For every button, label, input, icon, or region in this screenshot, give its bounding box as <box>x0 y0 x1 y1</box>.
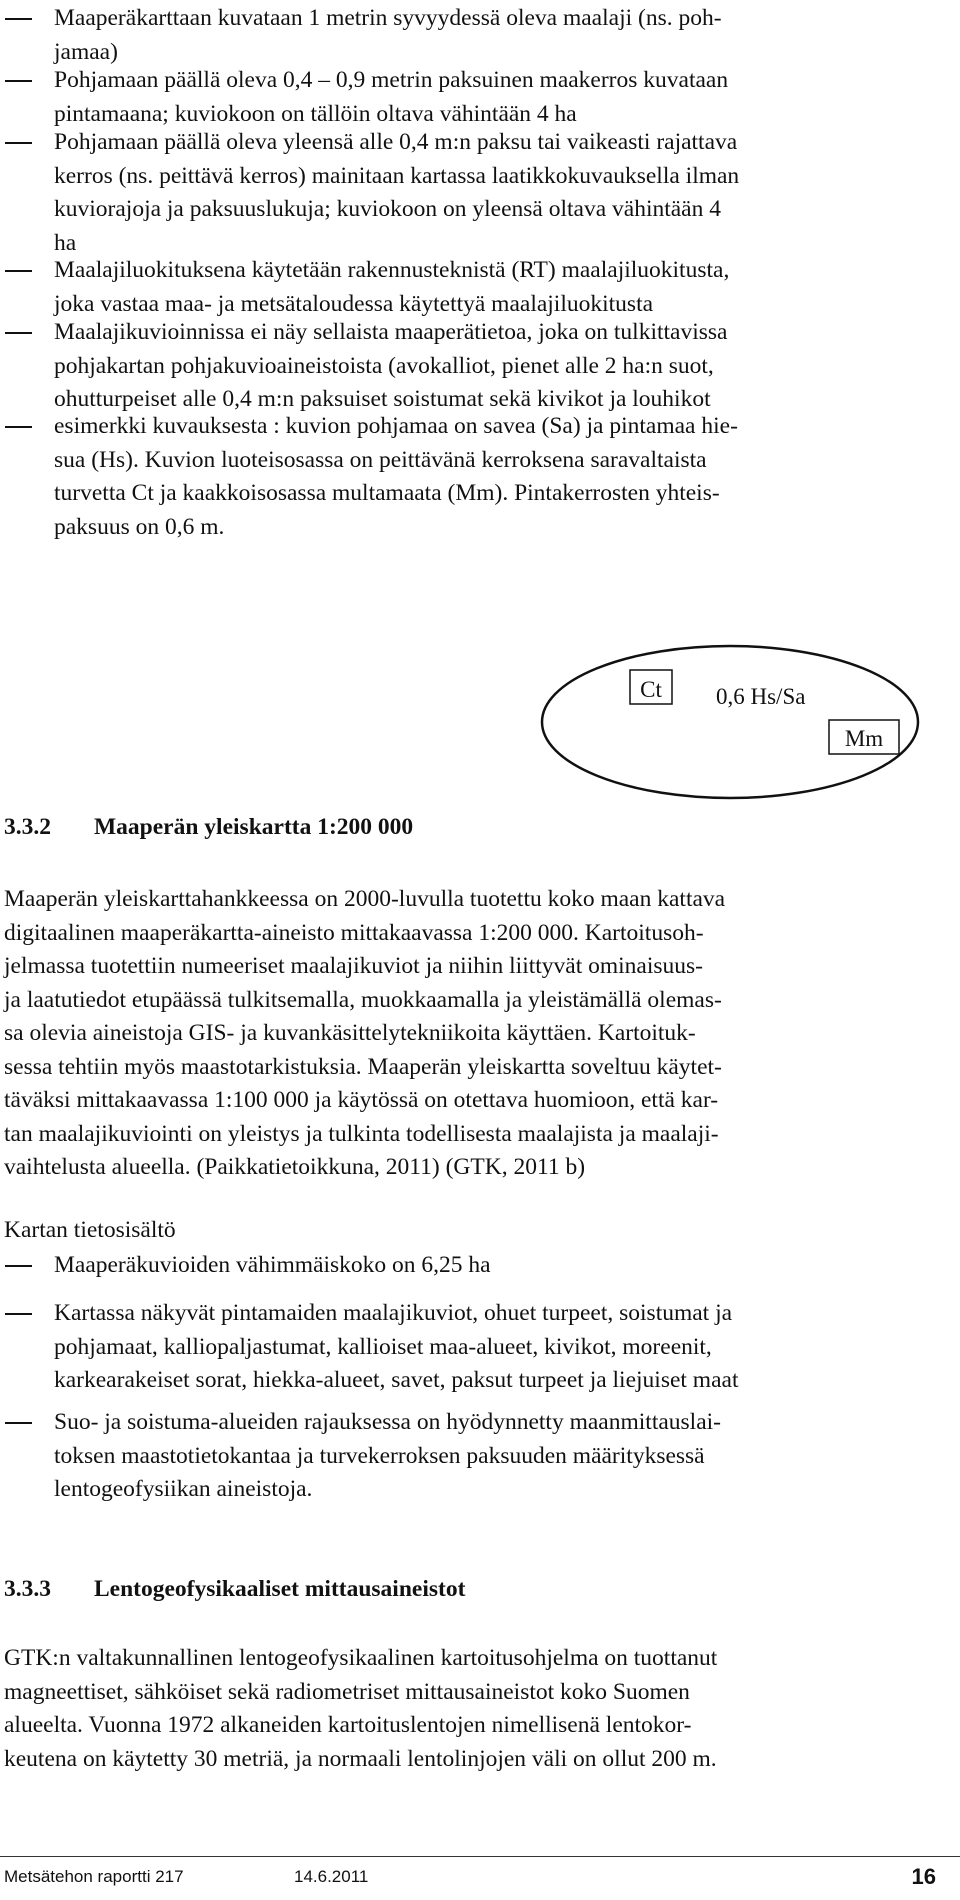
text-line: pohjakartan pohjakuvioaineistoista (avokalliot, pienet alle 2 ha:n suot, <box>54 352 714 379</box>
list-item-text <box>54 254 936 321</box>
text-line: Maaperäkuvioiden vähimmäiskoko on 6,25 ha <box>54 1252 491 1278</box>
dash-bullet <box>5 18 32 20</box>
text-line: paksuus on 0,6 m. <box>54 513 225 540</box>
text-line: keutena on käytetty 30 metriä, ja normaali lentolinjojen väli on ollut 200 m. <box>4 1745 717 1772</box>
dash-bullet <box>5 270 32 272</box>
text-line: Maaperän yleiskarttahankkeessa on 2000-luvulla tuotettu koko maan kattava <box>4 886 726 912</box>
text-line: kerros (ns. peittävä kerros) mainitaan kartassa laatikkokuvauksella ilman <box>54 162 740 189</box>
list-item-text <box>54 64 936 131</box>
text-line: jamaa) <box>54 38 118 65</box>
text-line: Maaperäkarttaan kuvataan 1 metrin syvyydessä oleva maalaji (ns. poh- <box>54 5 722 31</box>
section-heading-3-3-2 <box>4 814 413 841</box>
text-line: karkearakeiset sorat, hiekka-alueet, savet, paksut turpeet ja liejuiset maat <box>54 1367 739 1393</box>
list-item-text <box>54 1249 936 1283</box>
list-item-text <box>54 316 936 417</box>
dash-bullet <box>5 1265 32 1267</box>
list-item-text <box>54 126 936 260</box>
section-title: Maaperän yleiskartta 1:200 000 <box>94 814 414 840</box>
list-item-text <box>54 2 936 69</box>
text-line: sua (Hs). Kuvion luoteisosassa on peittävänä kerroksena saravaltaista <box>54 446 707 473</box>
ct-label: Ct <box>640 677 662 702</box>
section-title: Lentogeofysikaaliset mittausaineistot <box>94 1576 466 1602</box>
page-number: 16 <box>911 1864 936 1889</box>
text-line: magneettiset, sähköiset sekä radiometriset mittausaineistot koko Suomen <box>4 1678 690 1705</box>
section-number: 3.3.3 <box>4 1576 51 1602</box>
section-number: 3.3.2 <box>4 814 51 840</box>
paragraph-airborne-geophysics <box>4 1642 936 1776</box>
text-line: ohutturpeiset alle 0,4 m:n paksuiset soistumat sekä kivikot ja louhikot <box>54 386 711 412</box>
text-line: Maalajiluokituksena käytetään rakennusteknistä (RT) maalajiluokitusta, <box>54 257 730 283</box>
text-line: sa olevia aineistoja GIS- ja kuvankäsittelytekniikoita käyttäen. Kartoituk- <box>4 1020 696 1046</box>
text-line: ja laatutiedot etupäässä tulkitsemalla, muokkaamalla ja yleistämällä olemas- <box>4 986 722 1013</box>
text-line: tan maalajikuviointi on yleistys ja tulkinta todellisesta maalajista ja maalaji- <box>4 1120 719 1147</box>
thickness-soil-label: 0,6 Hs/Sa <box>716 684 806 709</box>
text-line: täväksi mittakaavassa 1:100 000 ja käytössä on otettava huomioon, että kar- <box>4 1087 719 1113</box>
text-line: Kartassa näkyvät pintamaiden maalajikuviot, ohuet turpeet, soistumat ja <box>54 1300 733 1326</box>
footer-publication: Metsätehon raportti 217 <box>4 1867 184 1886</box>
mm-label: Mm <box>844 726 884 751</box>
text-line: Pohjamaan päällä oleva yleensä alle 0,4 m:n paksu tai vaikeasti rajattava <box>54 129 738 155</box>
text-line: GTK:n valtakunnallinen lentogeofysikaalinen kartoitusohjelma on tuottanut <box>4 1645 718 1671</box>
list-item-text <box>54 1406 936 1507</box>
subheading-map-content: Kartan tietosisältö <box>4 1217 176 1243</box>
dash-bullet <box>5 426 32 428</box>
dash-bullet <box>5 142 32 144</box>
list-item-text <box>54 410 936 544</box>
text-line: toksen maastotietokantaa ja turvekerroksen paksuuden määrityksessä <box>54 1442 705 1469</box>
text-line: turvetta Ct ja kaakkoisosassa multamaata (Mm). Pintakerrosten yhteis- <box>54 480 720 506</box>
text-line: pohjamaat, kalliopaljastumat, kallioiset maa-alueet, kivikot, moreenit, <box>54 1333 712 1360</box>
text-line: vaihtelusta alueella. (Paikkatietoikkuna, 2011) (GTK, 2011 b) <box>4 1154 586 1180</box>
text-line: lentogeofysiikan aineistoja. <box>54 1476 313 1502</box>
text-line: Maalajikuvioinnissa ei näy sellaista maaperätietoa, joka on tulkittavissa <box>54 319 728 345</box>
dash-bullet <box>5 1313 32 1315</box>
text-line: jelmassa tuotettiin numeeriset maalajikuviot ja niihin liittyvät ominaisuus- <box>4 953 703 979</box>
soil-description-diagram <box>540 640 920 805</box>
text-line: ha <box>54 229 77 256</box>
list-item-text <box>54 1297 936 1398</box>
text-line: esimerkki kuvauksesta : kuvion pohjamaa on savea (Sa) ja pintamaa hie- <box>54 413 738 439</box>
dash-bullet <box>5 1422 32 1424</box>
section-heading-3-3-3 <box>4 1576 465 1603</box>
text-line: alueelta. Vuonna 1972 alkaneiden kartoituslentojen nimellisenä lentokor- <box>4 1712 692 1738</box>
page-footer <box>4 1864 940 1890</box>
paragraph-general-map <box>4 883 936 1185</box>
text-line: digitaalinen maaperäkartta-aineisto mittakaavassa 1:200 000. Kartoitusoh- <box>4 919 704 946</box>
text-line: pintamaana; kuviokoon on tällöin oltava vähintään 4 ha <box>54 100 577 127</box>
text-line: joka vastaa maa- ja metsätaloudessa käytettyä maalajiluokitusta <box>54 290 654 317</box>
text-line: Pohjamaan päällä oleva 0,4 – 0,9 metrin paksuinen maakerros kuvataan <box>54 67 729 93</box>
footer-date: 14.6.2011 <box>294 1867 369 1886</box>
text-line: sessa tehtiin myös maastotarkistuksia. Maaperän yleiskartta soveltuu käytet- <box>4 1053 722 1080</box>
text-line: Suo- ja soistuma-alueiden rajauksessa on hyödynnetty maanmittauslai- <box>54 1409 721 1435</box>
dash-bullet <box>5 332 32 334</box>
footer-divider <box>0 1856 960 1857</box>
dash-bullet <box>5 80 32 82</box>
text-line: kuviorajoja ja paksuuslukuja; kuviokoon on yleensä oltava vähintään 4 <box>54 196 721 222</box>
